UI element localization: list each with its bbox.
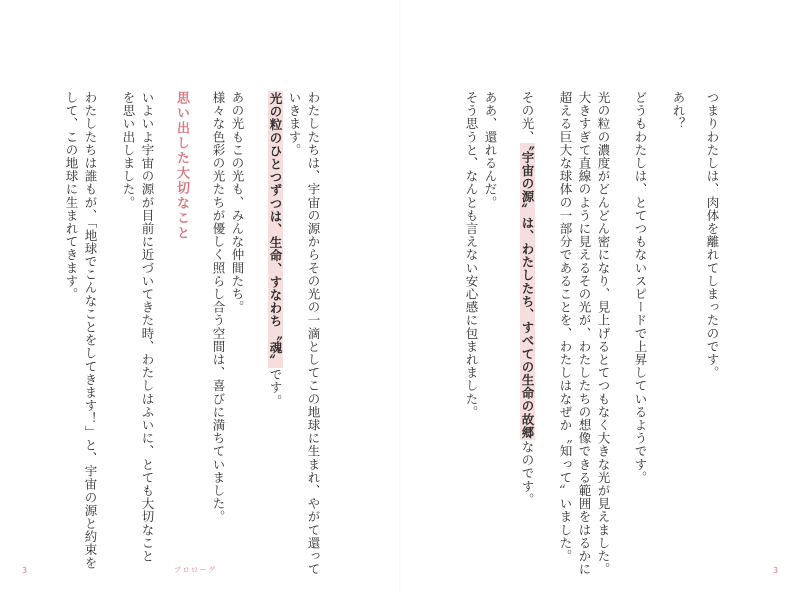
page-number: 3 bbox=[773, 566, 779, 575]
emphasis-pre: その光、 bbox=[520, 91, 535, 144]
text-line: そう思うと、なんとも言えない安心感に包まれました。 bbox=[464, 91, 479, 419]
text-line: して、この地球に生まれてきます。 bbox=[64, 91, 79, 301]
text-line: 光の粒の濃度がどんどん密になり、見上げるとてつもなく大きな光が見えました。 bbox=[596, 91, 611, 576]
text-line: どうもわたしは、とてつもないスピードで上昇しているようです。 bbox=[633, 91, 648, 484]
text-line: いよいよ宇宙の源が目前に近づいてきた時、わたしはふいに、とても大切なこと bbox=[140, 91, 155, 563]
text-line: いきます。 bbox=[287, 91, 302, 157]
text-line: あの光もこの光も、みんな仲間たち。 bbox=[230, 91, 245, 314]
text-line: つまりわたしは、肉体を離れてしまったのです。 bbox=[705, 91, 720, 380]
gutter-divider bbox=[399, 0, 401, 592]
text-line: を思い出しました。 bbox=[121, 91, 136, 209]
text-line: 大きすぎて直線のように見えるその光が、わたしたちの想像できる範囲をはるかに bbox=[577, 91, 592, 576]
text-line: わたしたちは、宇宙の源からその光の一滴としてこの地球に生まれ、やがて還って bbox=[306, 91, 321, 576]
text-line: わたしたちは誰もが、「地球でこんなことをしてきます！」と、宇宙の源と約束を bbox=[83, 91, 98, 570]
text-line: 超える巨大な球体の一部分であることを、わたしはなぜか〝知って〟いました。 bbox=[558, 91, 573, 563]
emphasis-line bbox=[269, 91, 282, 407]
page-number: 3 bbox=[22, 566, 28, 575]
emphasis-post: です。 bbox=[268, 368, 283, 408]
section-heading: 思い出した大切なこと bbox=[174, 91, 189, 241]
text-line: あれ？ bbox=[671, 91, 686, 131]
highlight-text: 〝宇宙の源〟は、わたしたち、すべての生命の故郷 bbox=[520, 144, 535, 440]
emphasis-line bbox=[521, 91, 534, 506]
text-line: ああ、還れるんだ。 bbox=[483, 91, 498, 209]
running-head: プロローグ bbox=[174, 566, 217, 574]
highlight-text: 光の粒のひとつずつは、生命、すなわち〝魂〟 bbox=[268, 92, 283, 368]
text-line: 様々な色彩の光たちが優しく照らし合う空間は、喜びに満ちていました。 bbox=[211, 91, 226, 524]
emphasis-post: なのです。 bbox=[520, 440, 535, 506]
